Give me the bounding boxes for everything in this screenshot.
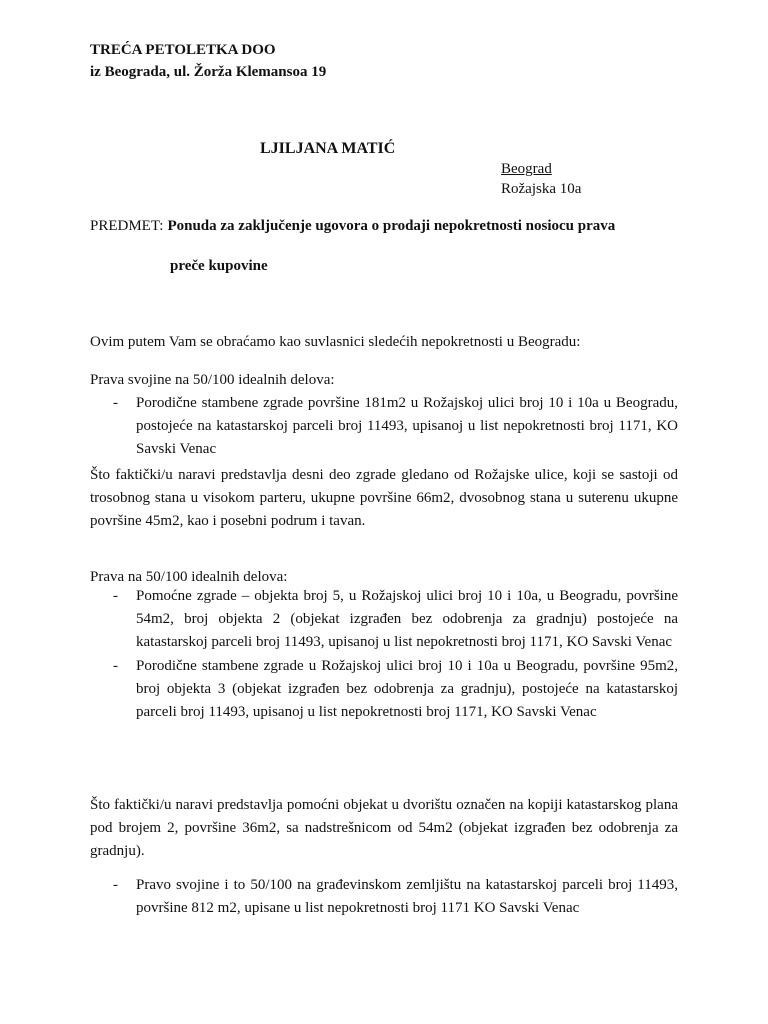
subject-continuation: preče kupovine: [170, 258, 268, 274]
section2-title: Prava na 50/100 idealnih delova:: [90, 569, 288, 585]
sender-company: TREĆA PETOLETKA DOO: [90, 42, 276, 58]
recipient-city: Beograd: [501, 161, 552, 177]
list-dash: -: [113, 877, 118, 893]
sender-address: iz Beograda, ul. Žorža Klemansoa 19: [90, 64, 327, 80]
subject-text: Ponuda za zaključenje ugovora o prodaji nepokretnosti nosiocu prava: [167, 218, 616, 234]
list-item-text: Porodične stambene zgrade u Rožajskoj ulici broj 10 i 10a u Beogradu, površine 95m2, broj objekta 3 (objekat izgrađen bez odobrenja za gradnju), postojeće na katastarskoj parceli broj 11493, upisanoj u list nepokretnosti broj 1171, KO Savski Venac: [136, 658, 678, 720]
subject-label: PREDMET:: [90, 218, 164, 234]
subject-line: [90, 215, 680, 274]
section1-list: [90, 392, 678, 461]
list-item: [90, 392, 678, 461]
list-item: [90, 874, 678, 920]
section1-title: Prava svojine na 50/100 idealnih delova:: [90, 372, 335, 388]
list-dash: -: [113, 658, 118, 674]
recipient-street: Rožajska 10a: [501, 181, 582, 197]
section2-note: Što faktički/u naravi predstavlja pomoćni objekat u dvorištu označen na kopiji katastarskog plana pod brojem 2, površine 36m2, sa nadstrešnicom od 54m2 (objekat izgrađen bez odobrenja za gradnju).: [90, 797, 678, 859]
list-item-text: Pomoćne zgrade – objekta broj 5, u Rožajskoj ulici broj 10 i 10a, u Beogradu, površine 54m2, broj objekta 2 (objekat izgrađen bez odobrenja za gradnju) postojeće na katastarskoj parceli broj 11493, upisanoj u list nepokretnosti broj 1171, KO Savski Venac: [136, 588, 678, 650]
list-item-text: Porodične stambene zgrade površine 181m2 u Rožajskoj ulici broj 10 i 10a u Beogradu, postojeće na katastarskoj parceli broj 11493, upisanoj u list nepokretnosti broj 1171, KO Savski Venac: [136, 395, 678, 457]
section1-note: Što faktički/u naravi predstavlja desni deo zgrade gledano od Rožajske ulice, koji se sastoji od trosobnog stana u visokom parteru, ukupne površine 66m2, dvosobnog stana u suterenu ukupne površine 45m2, kao i posebni podrum i tavan.: [90, 467, 678, 529]
list-dash: -: [113, 395, 118, 411]
list-item: [90, 585, 678, 654]
section3-list: [90, 874, 678, 920]
list-item-text: Pravo svojine i to 50/100 na građevinskom zemljištu na katastarskoj parceli broj 11493, površine 812 m2, upisane u list nepokretnosti broj 1171 KO Savski Venac: [136, 877, 678, 916]
section2-list: [90, 585, 678, 724]
intro-paragraph: Ovim putem Vam se obraćamo kao suvlasnici sledećih nepokretnosti u Beogradu:: [90, 334, 581, 350]
sender-block: [90, 39, 326, 83]
recipient-name: LJILJANA MATIĆ: [260, 140, 396, 157]
recipient-address: [501, 159, 581, 199]
list-dash: -: [113, 588, 118, 604]
list-item: [90, 655, 678, 724]
